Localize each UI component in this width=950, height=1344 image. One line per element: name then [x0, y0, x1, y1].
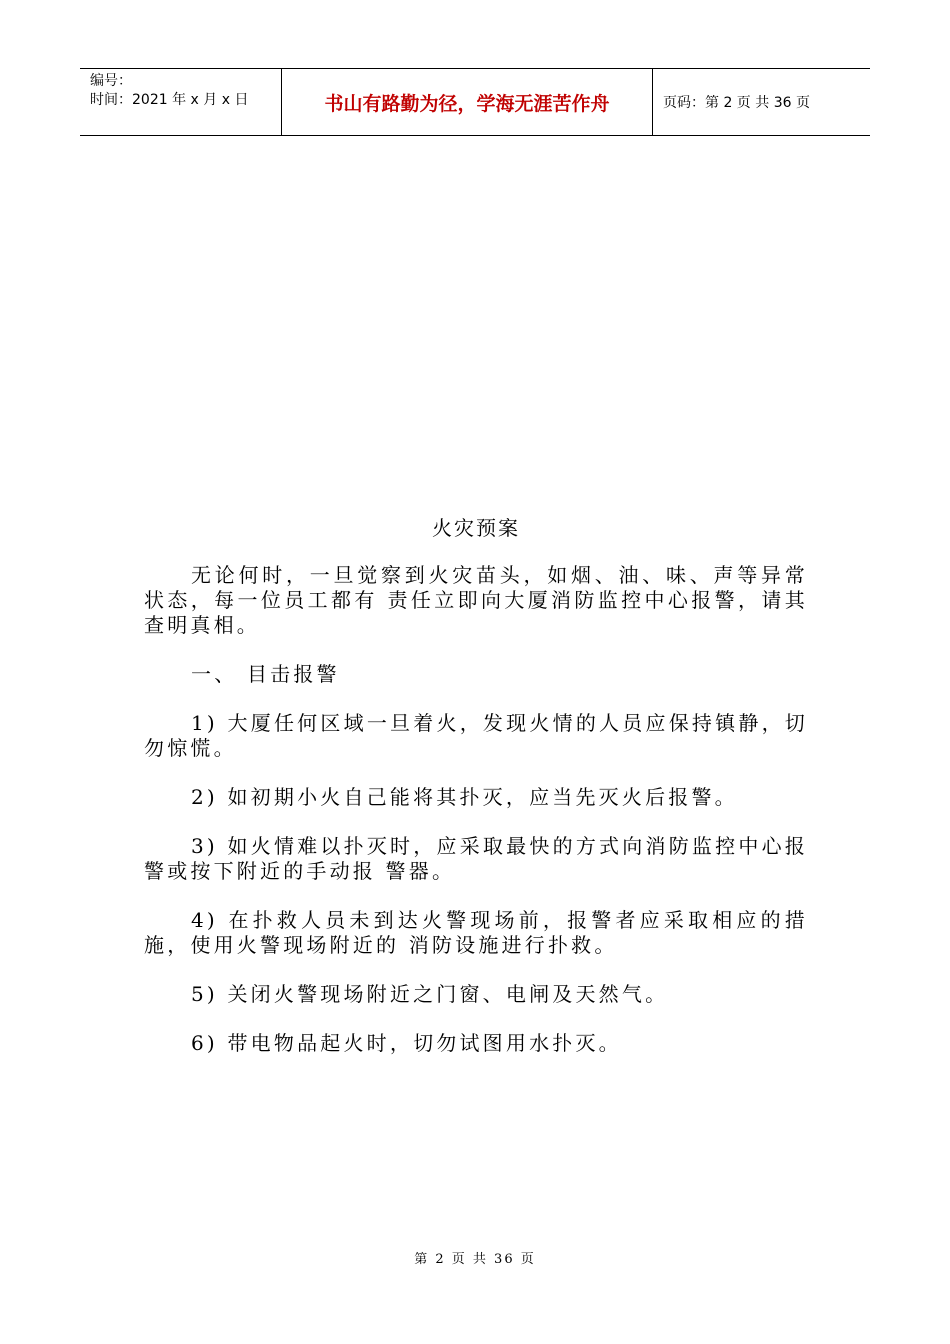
intro-paragraph: 无论何时，一旦觉察到火灾苗头，如烟、油、味、声等异常状态，每一位员工都有 责任立即向大厦消防监控中心报警，请其查明真相。 — [144, 563, 808, 637]
page-footer: 第 2 页 共 36 页 — [414, 1252, 536, 1267]
list-item: 2) 如初期小火自己能将其扑灭，应当先灭火后报警。 — [191, 785, 738, 809]
header-meta-cell — [80, 69, 281, 135]
list-item: 5) 关闭火警现场附近之门窗、电闸及天然气。 — [191, 982, 669, 1006]
header-page-cell — [653, 69, 870, 135]
page-header — [80, 68, 870, 136]
list-item: 3) 如火情难以扑灭时，应采取最快的方式向消防监控中心报警或按下附近的手动报 警器。 — [144, 834, 808, 883]
document-body — [144, 516, 808, 1080]
list-item: 4) 在扑救人员未到达火警现场前，报警者应采取相应的措施，使用火警现场附近的 消防设施进行扑救。 — [144, 908, 808, 957]
header-motto-cell — [281, 69, 653, 135]
serial-number-label: 编号： — [90, 73, 132, 89]
header-motto: 书山有路勤为径，学海无涯苦作舟 — [324, 93, 610, 115]
header-page-info: 页码：第 2 页 共 36 页 — [663, 95, 810, 111]
list-item: 6) 带电物品起火时，切勿试图用水扑灭。 — [191, 1031, 622, 1055]
section-heading: 一、 目击报警 — [191, 662, 340, 686]
date-label: 时间：2021 年 x 月 x 日 — [90, 92, 249, 108]
document-title: 火灾预案 — [432, 516, 520, 540]
list-item: 1) 大厦任何区域一旦着火，发现火情的人员应保持镇静，切勿惊慌。 — [144, 711, 808, 760]
